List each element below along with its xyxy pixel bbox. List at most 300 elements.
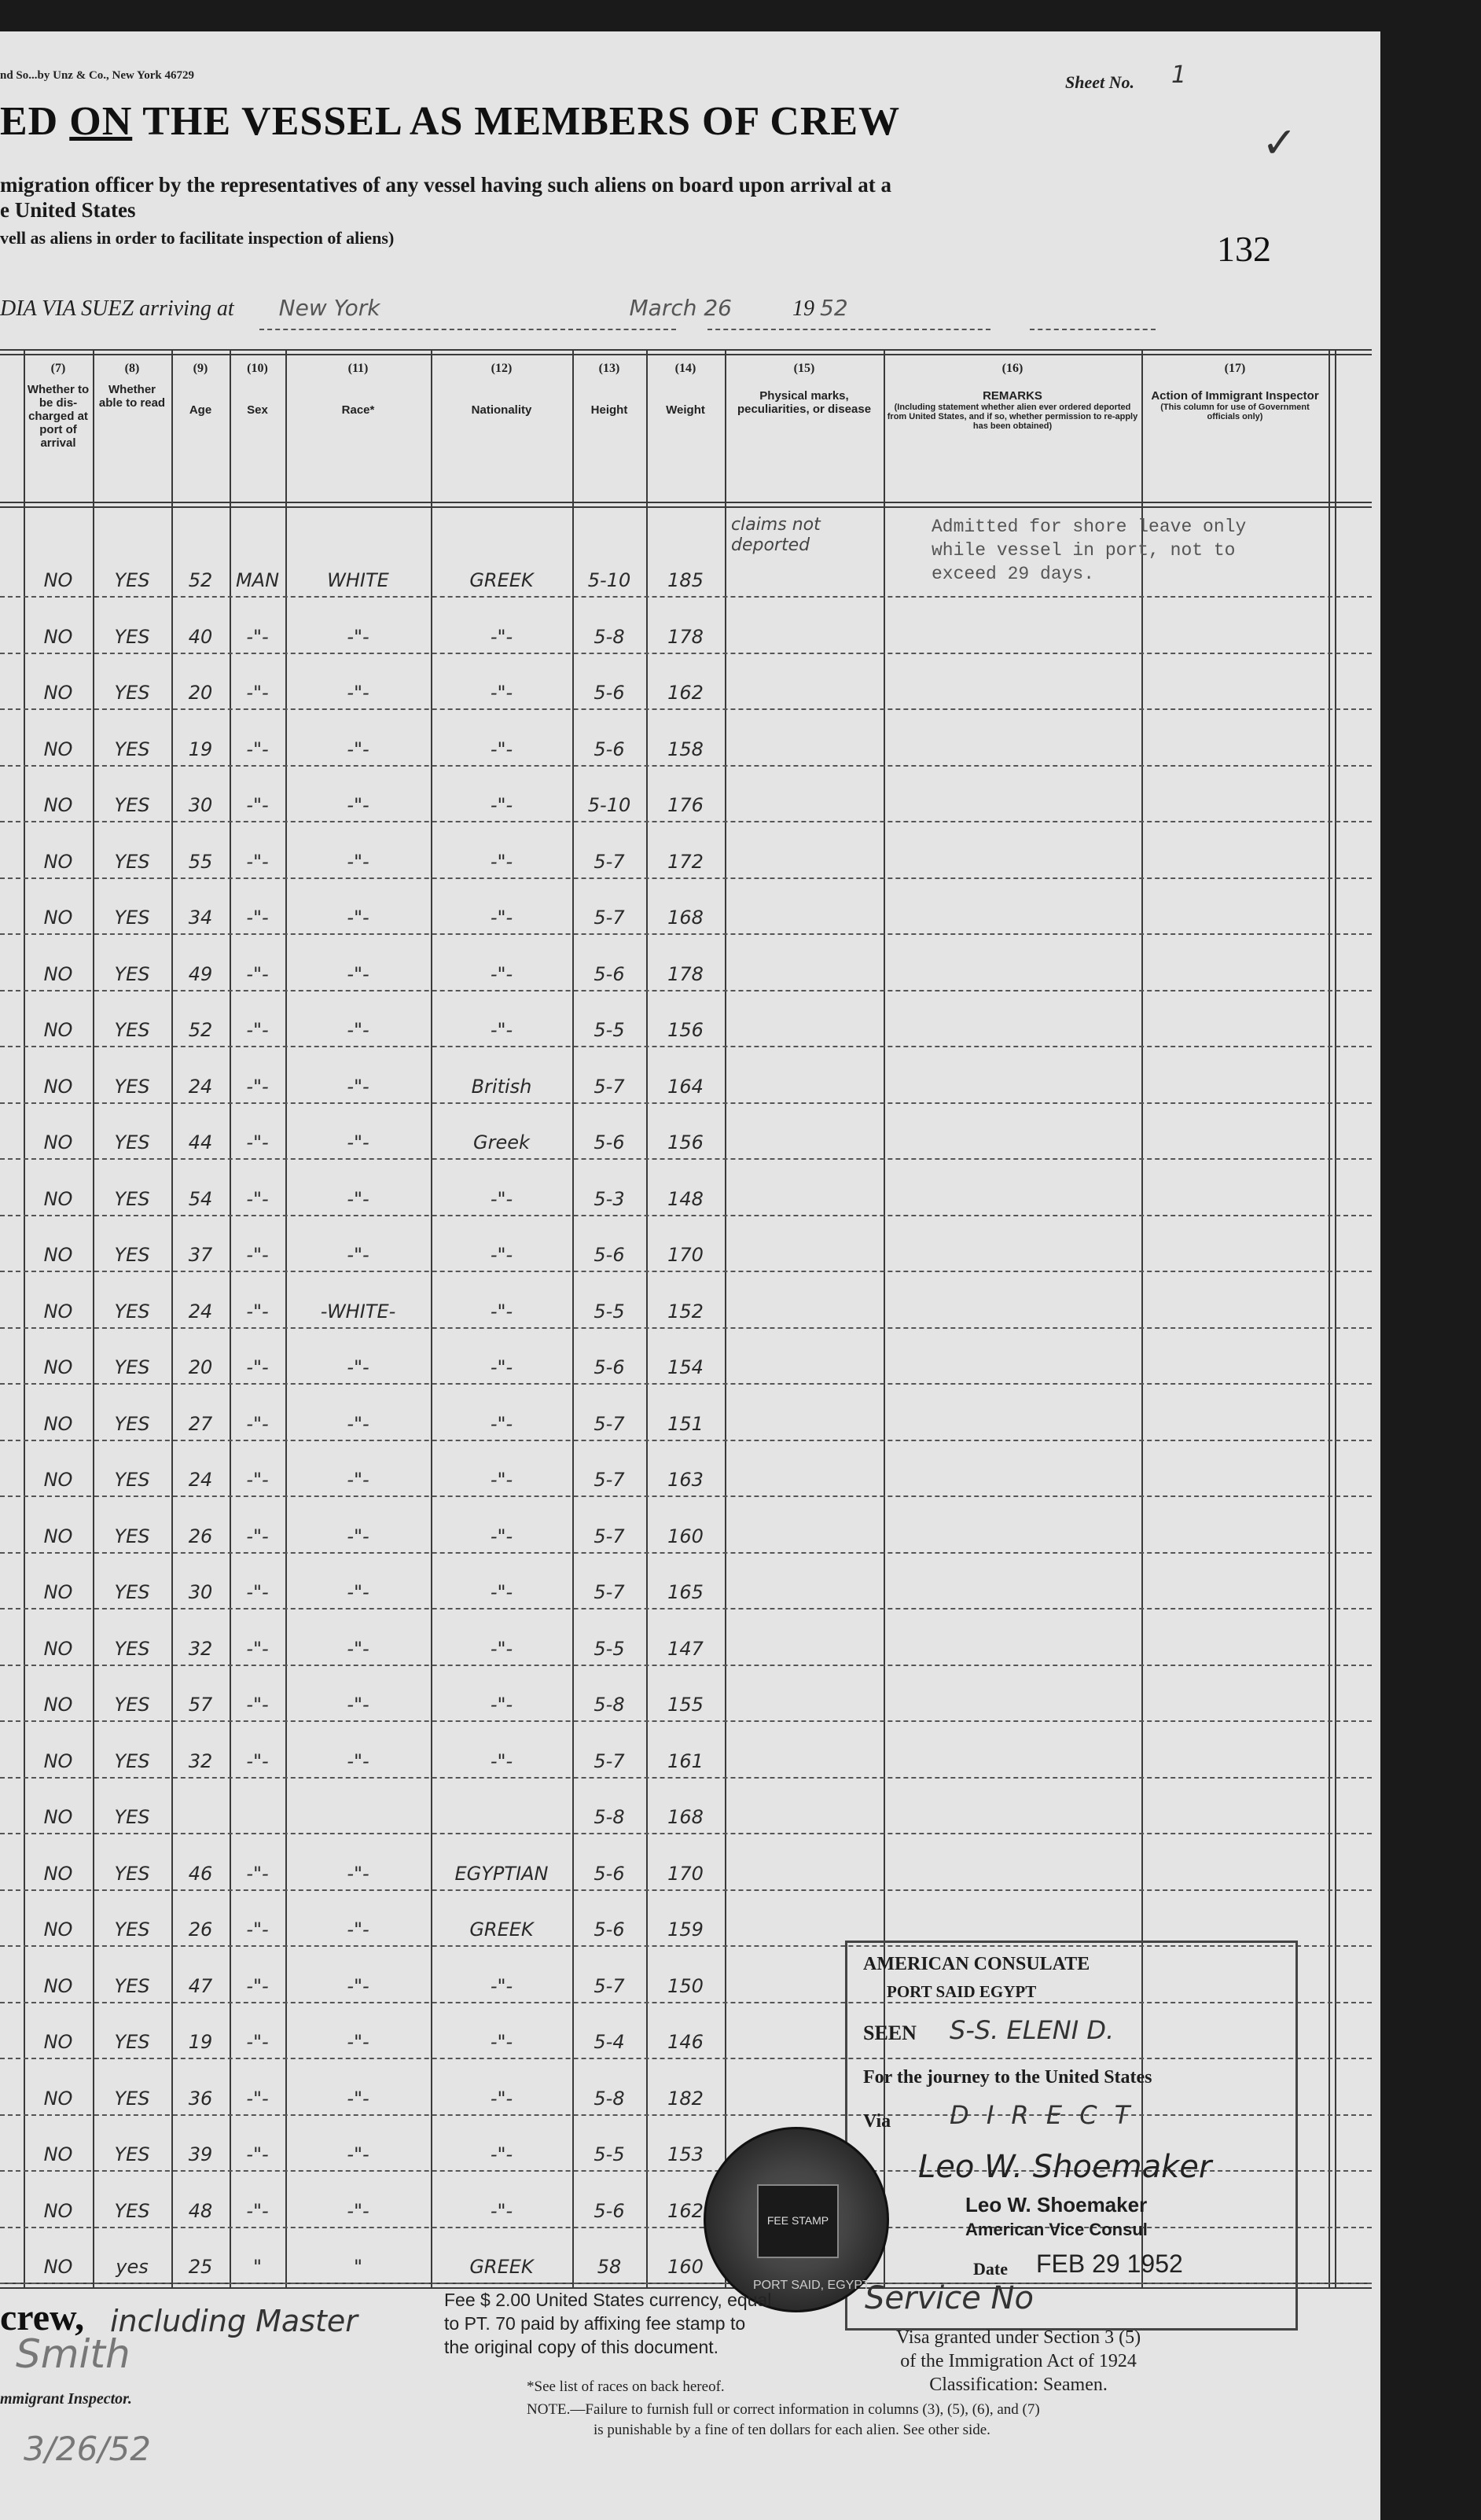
table-cell-dis: NO: [43, 2031, 73, 2053]
manifest-sheet: [0, 31, 1380, 2520]
consul-title: American Vice Consul: [965, 2220, 1148, 2239]
table-cell-weight: 146: [667, 2031, 704, 2053]
table-cell-age: 25: [188, 2256, 213, 2278]
row-rule: [0, 1327, 1372, 1329]
table-cell-read: YES: [114, 569, 150, 591]
table-cell-nat: Greek: [473, 1131, 530, 1153]
table-cell-weight: 178: [667, 962, 704, 985]
arrival-port: New York: [278, 295, 380, 321]
table-cell-age: 48: [188, 2199, 213, 2222]
table-cell-age: 24: [188, 1300, 213, 1323]
table-cell-weight: 162: [667, 682, 704, 704]
table-cell-sex: -"-: [246, 2031, 269, 2053]
sheet-number-label: Sheet No.: [1065, 72, 1134, 92]
table-cell-height: 5-6: [594, 1131, 625, 1153]
table-cell-read: YES: [114, 2143, 150, 2165]
column-header: [26, 362, 90, 450]
via-label: Via: [863, 2111, 891, 2132]
table-cell-weight: 178: [667, 625, 704, 648]
table-cell-weight: 172: [667, 850, 704, 873]
row-rule: [0, 1777, 1372, 1779]
stamp-date: FEB 29 1952: [1036, 2250, 1183, 2278]
row-rule: [0, 596, 1372, 598]
table-cell-sex: -"-: [246, 1581, 269, 1603]
table-cell-read: YES: [114, 1187, 150, 1210]
table-cell-age: 20: [188, 1356, 213, 1378]
table-cell-dis: NO: [43, 1131, 73, 1153]
table-cell-height: 5-7: [594, 1581, 625, 1603]
column-label: Race*: [341, 403, 375, 417]
table-cell-sex: -"-: [246, 1694, 269, 1716]
table-cell-weight: 168: [667, 907, 704, 929]
table-cell-dis: NO: [43, 682, 73, 704]
column-sublabel: (Including statement whether alien ever ordered deported from United States, and if so, whether permission to re-apply has been obtained): [887, 403, 1138, 431]
table-cell-race: -"-: [347, 1356, 369, 1378]
table-cell-age: 46: [188, 1862, 213, 1885]
table-cell-race: -"-: [347, 1525, 369, 1547]
table-cell-race: -"-: [347, 907, 369, 929]
table-cell-sex: -"-: [246, 794, 269, 816]
table-cell-race: -"-: [347, 738, 369, 760]
table-cell-race: ": [353, 2256, 363, 2278]
inspector-date: 3/26/52: [24, 2430, 151, 2468]
table-cell-sex: -"-: [246, 1356, 269, 1378]
table-cell-age: 20: [188, 682, 213, 704]
table-cell-nat: -"-: [490, 1356, 513, 1378]
table-cell-age: 24: [188, 1075, 213, 1098]
table-cell-height: 5-7: [594, 1412, 625, 1435]
column-header: [174, 362, 227, 417]
table-cell-height: 5-5: [594, 1019, 625, 1041]
year-print: 19: [792, 296, 814, 321]
table-cell-race: -"-: [347, 1187, 369, 1210]
row-rule: [0, 1665, 1372, 1666]
table-cell-nat: -"-: [490, 1749, 513, 1772]
fee-line-3: the original copy of this document.: [444, 2337, 719, 2357]
table-cell-race: -"-: [347, 1131, 369, 1153]
table-cell-height: 5-6: [594, 1862, 625, 1885]
table-cell-age: 40: [188, 625, 213, 648]
journey-text: For the journey to the United States: [863, 2067, 1152, 2088]
table-cell-age: 39: [188, 2143, 213, 2165]
table-cell-race: -"-: [347, 1919, 369, 1941]
table-cell-race: -"-: [347, 1581, 369, 1603]
table-cell-dis: NO: [43, 1919, 73, 1941]
row-rule: [0, 1889, 1372, 1891]
table-cell-height: 5-3: [594, 1187, 625, 1210]
table-cell-dis: NO: [43, 1356, 73, 1378]
row-rule: [0, 1271, 1372, 1272]
table-cell-age: 27: [188, 1412, 213, 1435]
table-cell-nat: -"-: [490, 1694, 513, 1716]
table-cell-weight: 151: [667, 1412, 704, 1435]
table-cell-age: 52: [188, 569, 213, 591]
table-cell-race: -"-: [347, 1412, 369, 1435]
seen-value: S-S. ELENI D.: [950, 2015, 1115, 2045]
column-sublabel: (This column for use of Government officials only): [1160, 403, 1310, 421]
table-cell-race: -WHITE-: [320, 1300, 396, 1323]
table-cell-weight: 155: [667, 1694, 704, 1716]
vessel-route: DIA VIA SUEZ: [0, 296, 134, 321]
column-header: [649, 362, 722, 417]
table-cell-sex: -"-: [246, 1075, 269, 1098]
column-header: [886, 362, 1139, 431]
column-number: (10): [247, 362, 268, 375]
table-cell-nat: -"-: [490, 2199, 513, 2222]
table-cell-dis: NO: [43, 1469, 73, 1491]
table-cell-read: YES: [114, 1637, 150, 1660]
table-cell-read: YES: [114, 1356, 150, 1378]
row-rule: [0, 1158, 1372, 1160]
table-cell-dis: NO: [43, 1525, 73, 1547]
table-cell-race: -"-: [347, 1694, 369, 1716]
column-header: [433, 362, 570, 417]
table-cell-race: -"-: [347, 794, 369, 816]
table-cell-nat: -"-: [490, 738, 513, 760]
table-cell-dis: NO: [43, 1862, 73, 1885]
table-cell-sex: -"-: [246, 1131, 269, 1153]
table-cell-age: 24: [188, 1469, 213, 1491]
table-cell-age: 19: [188, 738, 213, 760]
crew-label: crew,: [0, 2297, 85, 2338]
table-cell-read: YES: [114, 738, 150, 760]
table-cell-sex: -"-: [246, 907, 269, 929]
checkmark-icon: ✓: [1262, 118, 1298, 167]
table-cell-sex: -"-: [246, 1412, 269, 1435]
column-label: Height: [590, 403, 628, 417]
table-cell-nat: GREEK: [469, 1919, 534, 1941]
row-rule: [0, 821, 1372, 822]
table-cell-dis: NO: [43, 1694, 73, 1716]
year-hand: 52: [820, 295, 848, 321]
column-number: (9): [193, 362, 208, 375]
table-cell-nat: -"-: [490, 1974, 513, 1997]
via-value: D I R E C T: [950, 2100, 1135, 2130]
table-cell-race: -"-: [347, 1749, 369, 1772]
column-divider: [1335, 349, 1336, 2287]
remarks-typed: Admitted for shore leave only while vessel in port, not to exceed 29 days.: [932, 517, 1247, 584]
table-cell-sex: -"-: [246, 1300, 269, 1323]
table-cell-weight: 170: [667, 1862, 704, 1885]
table-cell-dis: NO: [43, 1749, 73, 1772]
arrival-date: March 26: [629, 295, 732, 321]
table-cell-race: -"-: [347, 682, 369, 704]
table-cell-race: -"-: [347, 1862, 369, 1885]
table-cell-dis: NO: [43, 2256, 73, 2278]
consul-name: Leo W. Shoemaker: [965, 2193, 1148, 2216]
table-cell-dis: NO: [43, 1187, 73, 1210]
table-cell-read: YES: [114, 1019, 150, 1041]
row-rule: [0, 1383, 1372, 1385]
table-cell-race: -"-: [347, 2143, 369, 2165]
table-cell-nat: -"-: [490, 1637, 513, 1660]
fee-line-2: to PT. 70 paid by affixing fee stamp to: [444, 2313, 746, 2334]
table-cell-nat: -"-: [490, 1019, 513, 1041]
fee-block: [444, 2288, 771, 2359]
column-label: REMARKS: [983, 389, 1042, 403]
inspector-label: mmigrant Inspector.: [0, 2390, 132, 2408]
table-cell-weight: 147: [667, 1637, 704, 1660]
table-cell-dis: NO: [43, 625, 73, 648]
table-cell-dis: NO: [43, 2087, 73, 2110]
table-cell-age: 49: [188, 962, 213, 985]
table-cell-height: 5-6: [594, 1244, 625, 1266]
table-cell-age: 26: [188, 1525, 213, 1547]
arriving-label: arriving at: [139, 296, 234, 321]
table-cell-age: 52: [188, 1019, 213, 1041]
table-cell-read: YES: [114, 625, 150, 648]
table-cell-nat: -"-: [490, 2031, 513, 2053]
table-cell-read: YES: [114, 1581, 150, 1603]
table-cell-height: 5-10: [587, 794, 631, 816]
table-cell-sex: -"-: [246, 682, 269, 704]
row-rule: [0, 1102, 1372, 1104]
table-cell-race: -"-: [347, 625, 369, 648]
row-rule: [0, 1833, 1372, 1834]
table-cell-weight: 160: [667, 1525, 704, 1547]
table-cell-weight: 163: [667, 1469, 704, 1491]
table-cell-height: 5-5: [594, 2143, 625, 2165]
column-number: (13): [598, 362, 620, 375]
crew-handwritten: including Master: [110, 2304, 358, 2338]
table-cell-weight: 156: [667, 1131, 704, 1153]
table-cell-nat: GREEK: [469, 2256, 534, 2278]
table-cell-weight: 153: [667, 2143, 704, 2165]
table-cell-weight: 170: [667, 1244, 704, 1266]
table-cell-age: 55: [188, 850, 213, 873]
table-cell-sex: -"-: [246, 2199, 269, 2222]
page-title: ED ON THE VESSEL AS MEMBERS OF CREW: [0, 99, 901, 144]
table-cell-read: YES: [114, 907, 150, 929]
printer-line: nd So...by Unz & Co., New York 46729: [0, 69, 194, 82]
fee-stamp: FEE STAMP: [757, 2184, 839, 2258]
table-cell-age: 34: [188, 907, 213, 929]
table-cell-dis: NO: [43, 2199, 73, 2222]
table-cell-weight: 158: [667, 738, 704, 760]
column-number: (11): [347, 362, 369, 375]
table-cell-height: 5-7: [594, 1075, 625, 1098]
table-cell-height: 5-6: [594, 1919, 625, 1941]
table-cell-read: YES: [114, 1412, 150, 1435]
table-cell-dis: NO: [43, 1806, 73, 1828]
table-cell-age: 44: [188, 1131, 213, 1153]
table-cell-nat: -"-: [490, 682, 513, 704]
table-cell-age: 47: [188, 1974, 213, 1997]
table-cell-race: -"-: [347, 1974, 369, 1997]
table-cell-race: WHITE: [327, 569, 389, 591]
seal-text: PORT SAID, EGYPT: [753, 2279, 870, 2292]
table-cell-height: 5-6: [594, 2199, 625, 2222]
table-cell-sex: MAN: [235, 569, 280, 591]
row-rule: [0, 1495, 1372, 1497]
table-cell-age: 32: [188, 1637, 213, 1660]
table-cell-height: 5-8: [594, 625, 625, 648]
subtitle-line-1: migration officer by the representatives of any vessel having such aliens on board upon arrival at a: [0, 173, 891, 197]
row-rule: [0, 653, 1372, 654]
table-cell-height: 5-7: [594, 1974, 625, 1997]
consulate-name: AMERICAN CONSULATE: [863, 1954, 1090, 1974]
table-cell-read: YES: [114, 1694, 150, 1716]
table-cell-nat: GREEK: [469, 569, 534, 591]
table-cell-sex: -"-: [246, 1244, 269, 1266]
seen-label: SEEN: [863, 2022, 917, 2044]
table-cell-weight: 154: [667, 1356, 704, 1378]
table-cell-read: YES: [114, 1974, 150, 1997]
table-cell-age: 30: [188, 794, 213, 816]
table-cell-read: YES: [114, 2031, 150, 2053]
table-cell-nat: British: [471, 1075, 532, 1098]
table-cell-sex: -"-: [246, 1974, 269, 1997]
table-cell-nat: -"-: [490, 625, 513, 648]
visa-line-1: Visa granted under Section 3 (5): [896, 2327, 1141, 2348]
table-cell-nat: -"-: [490, 1300, 513, 1323]
table-cell-height: 5-6: [594, 1356, 625, 1378]
column-divider: [1328, 349, 1330, 2287]
column-header: [232, 362, 283, 417]
subtitle-line-3: vell as aliens in order to facilitate inspection of aliens): [0, 228, 395, 248]
table-cell-nat: -"-: [490, 850, 513, 873]
table-cell-dis: NO: [43, 794, 73, 816]
table-cell-dis: NO: [43, 1019, 73, 1041]
table-cell-age: 57: [188, 1694, 213, 1716]
table-cell-read: YES: [114, 1862, 150, 1885]
table-cell-age: 26: [188, 1919, 213, 1941]
row-rule: [0, 1215, 1372, 1216]
table-cell-dis: NO: [43, 962, 73, 985]
column-label: Nationality: [471, 403, 532, 417]
row-rule: [0, 877, 1372, 879]
column-header: [1144, 362, 1326, 421]
table-cell-dis: NO: [43, 2143, 73, 2165]
table-cell-weight: 165: [667, 1581, 704, 1603]
table-cell-weight: 160: [667, 2256, 704, 2278]
table-cell-read: yes: [116, 2256, 149, 2278]
table-cell-dis: NO: [43, 1637, 73, 1660]
table-cell-race: -"-: [347, 1019, 369, 1041]
table-cell-read: YES: [114, 1300, 150, 1323]
row-rule: [0, 765, 1372, 767]
table-cell-sex: -"-: [246, 2087, 269, 2110]
column-header: [575, 362, 644, 417]
table-cell-dis: NO: [43, 738, 73, 760]
table-cell-weight: 164: [667, 1075, 704, 1098]
consulate-seal: [704, 2127, 889, 2312]
table-cell-race: -"-: [347, 1075, 369, 1098]
table-cell-nat: -"-: [490, 1469, 513, 1491]
failure-note: NOTE.—Failure to furnish full or correct information in columns (3), (5), (6), and (7): [527, 2401, 1040, 2418]
table-cell-age: 32: [188, 1749, 213, 1772]
table-cell-weight: 185: [667, 569, 704, 591]
arrival-line: [0, 295, 848, 322]
stamp-number: 132: [1217, 229, 1271, 269]
column-number: (17): [1224, 362, 1246, 375]
table-cell-age: 19: [188, 2031, 213, 2053]
table-cell-race: -"-: [347, 2087, 369, 2110]
table-cell-race: -"-: [347, 1244, 369, 1266]
table-cell-height: 5-5: [594, 1300, 625, 1323]
table-cell-sex: -"-: [246, 625, 269, 648]
table-cell-race: -"-: [347, 2199, 369, 2222]
table-cell-weight: 152: [667, 1300, 704, 1323]
table-cell-sex: -"-: [246, 2143, 269, 2165]
table-cell-height: 5-7: [594, 850, 625, 873]
table-cell-read: YES: [114, 1919, 150, 1941]
table-cell-read: YES: [114, 1131, 150, 1153]
row-rule: [0, 1608, 1372, 1609]
table-cell-height: 5-7: [594, 1749, 625, 1772]
table-cell-weight: 168: [667, 1806, 704, 1828]
races-note: *See list of races on back hereof.: [527, 2378, 725, 2395]
table-cell-height: 5-6: [594, 682, 625, 704]
row-rule: [0, 1046, 1372, 1047]
table-cell-sex: -"-: [246, 1187, 269, 1210]
table-cell-dis: NO: [43, 1412, 73, 1435]
table-cell-read: YES: [114, 962, 150, 985]
column-number: (7): [50, 362, 66, 375]
column-header: [95, 362, 169, 410]
table-cell-height: 5-6: [594, 962, 625, 985]
table-cell-weight: 162: [667, 2199, 704, 2222]
table-cell-sex: -"-: [246, 1862, 269, 1885]
table-cell-age: 37: [188, 1244, 213, 1266]
table-cell-read: YES: [114, 2087, 150, 2110]
visa-line-2: of the Immigration Act of 1924: [900, 2351, 1137, 2371]
table-cell-read: YES: [114, 1749, 150, 1772]
table-cell-read: YES: [114, 1525, 150, 1547]
table-cell-height: 5-10: [587, 569, 631, 591]
table-cell-read: YES: [114, 1244, 150, 1266]
visa-line-3: Classification: Seamen.: [929, 2375, 1108, 2395]
table-cell-read: YES: [114, 2199, 150, 2222]
table-cell-height: 5-6: [594, 738, 625, 760]
table-cell-age: 54: [188, 1187, 213, 1210]
table-cell-race: -"-: [347, 962, 369, 985]
column-label: Whether able to read: [98, 383, 166, 410]
table-cell-read: YES: [114, 682, 150, 704]
table-cell-weight: 148: [667, 1187, 704, 1210]
table-cell-height: 5-8: [594, 1694, 625, 1716]
table-cell-sex: -"-: [246, 962, 269, 985]
table-cell-sex: -"-: [246, 1469, 269, 1491]
table-cell-nat: -"-: [490, 1244, 513, 1266]
table-cell-height: 5-4: [594, 2031, 625, 2053]
table-cell-read: YES: [114, 1469, 150, 1491]
column-label: Physical marks, peculiarities, or disease: [737, 389, 872, 416]
table-cell-weight: 182: [667, 2087, 704, 2110]
table-cell-nat: -"-: [490, 1187, 513, 1210]
row-rule: [0, 1552, 1372, 1554]
column-number: (15): [793, 362, 815, 375]
column-label: Weight: [666, 403, 705, 417]
table-cell-nat: -"-: [490, 962, 513, 985]
table-cell-read: YES: [114, 1806, 150, 1828]
table-cell-age: 30: [188, 1581, 213, 1603]
table-cell-weight: 161: [667, 1749, 704, 1772]
inspector-signature: Smith: [16, 2331, 130, 2377]
column-label: Sex: [247, 403, 268, 417]
table-cell-dis: NO: [43, 1581, 73, 1603]
sheet-number-value: 1: [1171, 61, 1187, 89]
table-cell-nat: -"-: [490, 794, 513, 816]
table-cell-height: 5-7: [594, 1525, 625, 1547]
table-cell-height: 5-5: [594, 1637, 625, 1660]
table-cell-dis: NO: [43, 1974, 73, 1997]
table-cell-weight: 150: [667, 1974, 704, 1997]
table-cell-dis: NO: [43, 569, 73, 591]
consulate-stamp: [845, 1941, 1298, 2331]
table-cell-height: 5-8: [594, 1806, 625, 1828]
table-cell-sex: ": [252, 2256, 263, 2278]
